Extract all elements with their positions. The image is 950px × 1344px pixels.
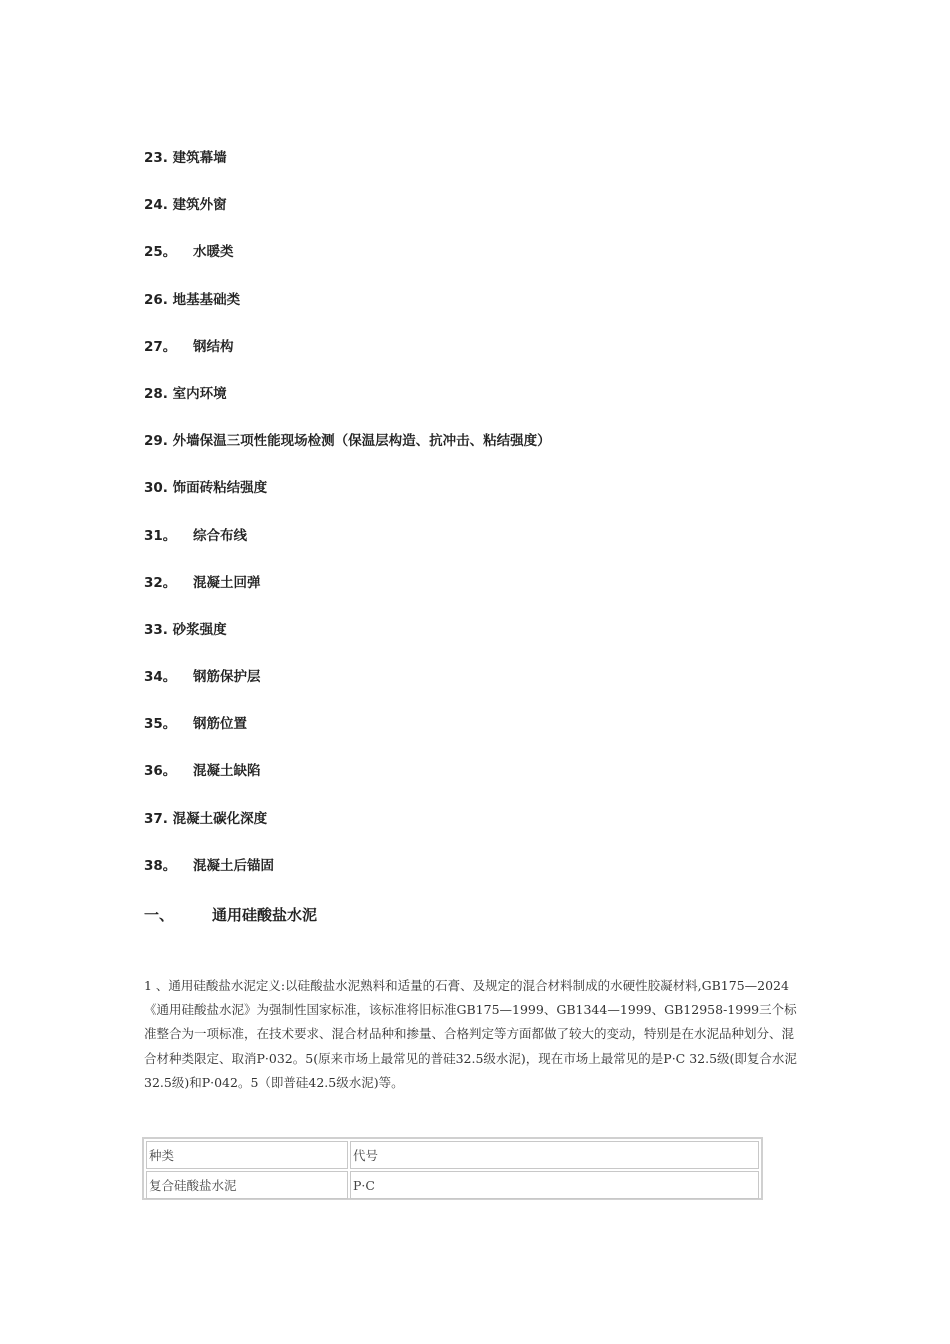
item-text: 混凝土回弹 (193, 574, 261, 591)
test-item-list (144, 148, 551, 903)
section-number: 一、 (144, 906, 175, 924)
cement-type-table (142, 1137, 763, 1200)
table-grid (144, 1139, 761, 1201)
list-item (144, 478, 551, 525)
table-cell: P·C (350, 1171, 759, 1199)
item-text: 水暖类 (193, 244, 234, 261)
item-text: 钢筋位置 (193, 716, 247, 733)
list-item (144, 620, 551, 667)
table-header-row (146, 1141, 759, 1169)
list-item (144, 809, 551, 856)
item-text: 砂浆强度 (172, 621, 227, 638)
item-number: 32。 (144, 574, 177, 591)
section-title: 通用硅酸盐水泥 (212, 906, 318, 924)
item-text: 室内环境 (172, 385, 227, 402)
item-text: 钢筋保护层 (193, 669, 261, 686)
item-text: 混凝土碳化深度 (172, 810, 268, 827)
list-item (144, 337, 551, 384)
item-number: 37. (144, 810, 168, 827)
item-text: 地基基础类 (172, 291, 241, 308)
list-item (144, 242, 551, 289)
definition-paragraph: 1 、通用硅酸盐水泥定义:以硅酸盐水泥熟料和适量的石膏、及规定的混合材料制成的水硬性胶凝材料,GB175—2024《通用硅酸盐水泥》为强制性国家标准，该标准将旧标准GB175—1999、GB1344—1999、GB12958-1999三个标准整合为一项标准，在技术要求、混合材品种和掺量、合格判定等方面都做了较大的变动，特别是在水泥品种划分、混合材种类限定、取消P·032。5(原来市场上最常见的普硅32.5级水泥)，现在市场上最常见的是P·C 32.5级(即复合水泥32.5级)和P·042。5（即普硅42.5级水泥)等。 (144, 978, 797, 1090)
table-header-cell: 代号 (350, 1141, 759, 1169)
list-item (144, 714, 551, 761)
item-number: 31。 (144, 527, 177, 544)
list-item (144, 431, 551, 478)
item-number: 23. (144, 150, 168, 166)
table-cell: 复合硅酸盐水泥 (146, 1171, 348, 1199)
item-text: 饰面砖粘结强度 (172, 480, 268, 497)
item-number: 29. (144, 433, 168, 450)
list-item (144, 290, 551, 337)
list-item (144, 384, 551, 431)
table-header-cell: 种类 (146, 1141, 348, 1169)
item-number: 33. (144, 621, 168, 638)
item-number: 25。 (144, 244, 177, 261)
item-text: 综合布线 (193, 527, 247, 544)
list-item (144, 526, 551, 573)
item-number: 26. (144, 291, 168, 308)
list-item (144, 667, 551, 714)
item-number: 27。 (144, 338, 177, 355)
list-item (144, 195, 551, 242)
item-text: 建筑幕墙 (172, 150, 227, 166)
item-text: 混凝土后锚固 (193, 857, 274, 874)
item-number: 35。 (144, 716, 177, 733)
list-item (144, 573, 551, 620)
item-text: 钢结构 (193, 338, 234, 355)
item-text: 外墙保温三项性能现场检测（保温层构造、抗冲击、粘结强度） (172, 433, 551, 450)
table-row (146, 1171, 759, 1199)
item-number: 36。 (144, 763, 177, 780)
item-number: 24. (144, 197, 168, 214)
item-number: 28. (144, 385, 168, 402)
section-heading (144, 904, 317, 925)
item-text: 建筑外窗 (172, 197, 227, 214)
list-item (144, 148, 551, 195)
item-number: 38。 (144, 857, 177, 874)
list-item (144, 856, 551, 903)
list-item (144, 761, 551, 808)
item-number: 30. (144, 480, 168, 497)
item-text: 混凝土缺陷 (193, 763, 261, 780)
item-number: 34。 (144, 669, 177, 686)
